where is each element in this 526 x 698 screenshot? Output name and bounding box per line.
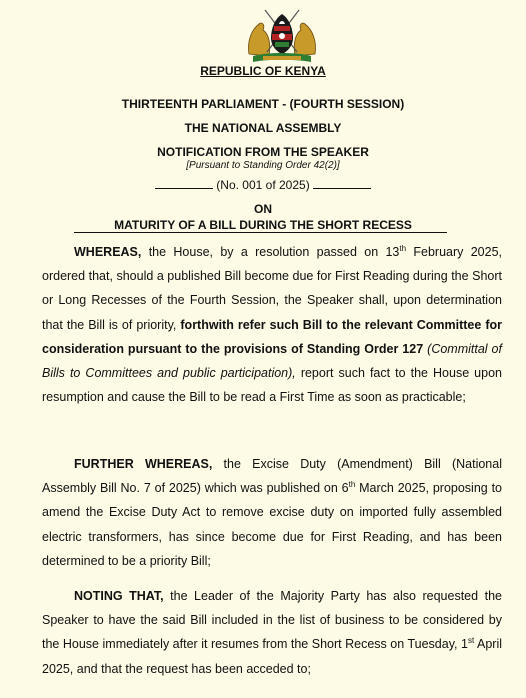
superscript: th xyxy=(348,480,356,490)
superscript: st xyxy=(467,636,475,646)
paragraph-noting-that xyxy=(42,584,502,681)
paragraph-text: the Excise Duty (Amendment) Bill (National Assembly Bill No. 7 of 2025) which was published on 6 xyxy=(42,457,502,496)
coat-of-arms-icon xyxy=(241,4,323,64)
paragraph-italic-text: (Committal of Bills to Committees and public participation), xyxy=(42,341,502,381)
paragraph-bold-text: forthwith refer such Bill to the relevant Committee for consideration pursuant to the provisions of Standing Order 127 xyxy=(42,317,502,356)
number-text: (No. 001 of 2025) xyxy=(216,178,310,192)
paragraph-text: the Leader of the Majority Party has also requested the Speaker to have the said Bill included in the list of business to be considered by the House immediately after it resumes from the Short Recess on Tuesday, 1 xyxy=(42,589,502,652)
paragraph-text: March 2025, proposing to amend the Excise Duty Act to remove excise duty on imported fully assembled electric transformers, has since become due for First Reading, and has been determined to be a priority Bill; xyxy=(42,481,502,568)
number-rule-left xyxy=(155,178,213,189)
title-underline xyxy=(74,232,447,233)
paragraph-text: February 2025, ordered that, should a published Bill become due for First Reading during the Short or Long Recesses of the Fourth Session, the Speaker shall, upon determination that the Bill is of priority, xyxy=(42,245,503,332)
page-title: MATURITY OF A BILL DURING THE SHORT RECESS xyxy=(114,218,412,232)
paragraph-lead: FURTHER WHEREAS, xyxy=(74,457,213,471)
republic-heading: REPUBLIC OF KENYA xyxy=(200,64,326,78)
paragraph-whereas xyxy=(42,240,502,409)
paragraph-text: April 2025, and that the request has been acceded to; xyxy=(42,637,503,676)
house-heading: THE NATIONAL ASSEMBLY xyxy=(184,121,342,135)
paragraph-text: report such fact to the House upon resumption and cause the Bill to be read a First Time as soon as practicable; xyxy=(42,366,502,405)
notification-heading: NOTIFICATION FROM THE SPEAKER xyxy=(157,145,369,159)
paragraph-lead: WHEREAS, xyxy=(74,245,142,259)
parliament-heading: THIRTEENTH PARLIAMENT - (FOURTH SESSION) xyxy=(121,97,405,111)
superscript: th xyxy=(399,243,407,253)
notification-number xyxy=(0,178,526,192)
pursuant-note: [Pursuant to Standing Order 42(2)] xyxy=(186,160,340,171)
paragraph-text: the House, by a resolution passed on 13 xyxy=(141,245,400,259)
paragraph-further-whereas xyxy=(42,452,502,573)
number-rule-right xyxy=(313,178,371,189)
on-heading: ON xyxy=(254,202,272,216)
paragraph-lead: NOTING THAT, xyxy=(74,589,164,603)
